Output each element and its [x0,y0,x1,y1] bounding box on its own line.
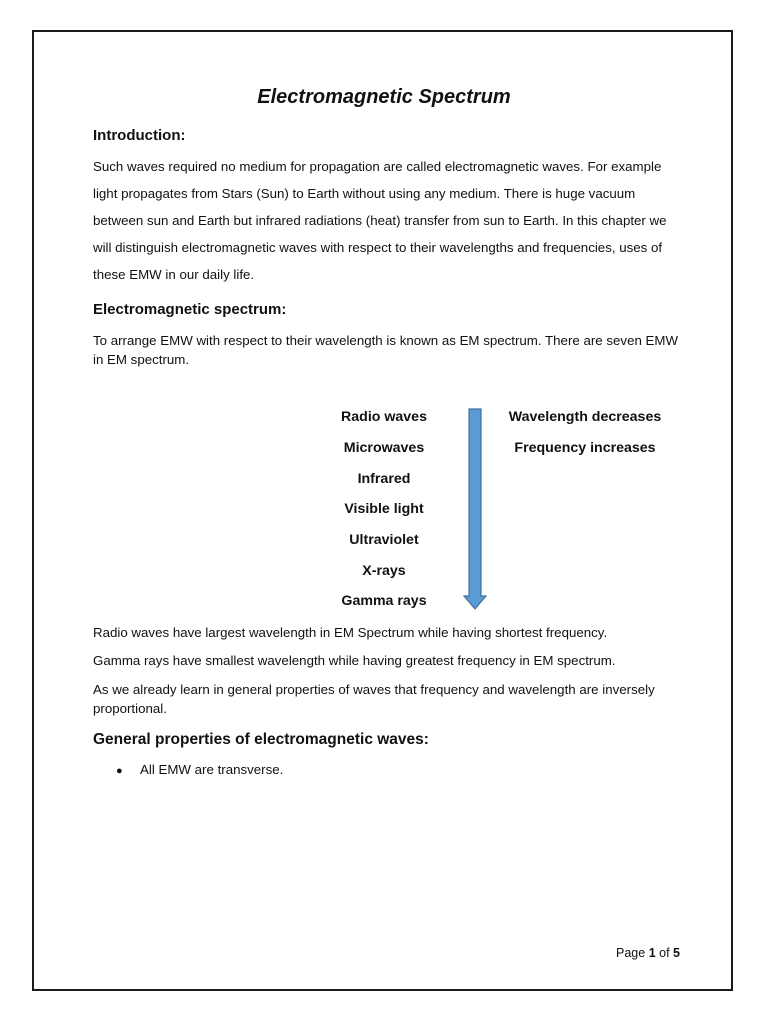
wave-visible: Visible light [344,501,424,517]
wavelength-trend-label: Wavelength decreases [508,409,662,425]
wave-gamma: Gamma rays [341,593,427,609]
down-arrow-icon [463,408,487,612]
list-item [116,762,283,777]
total-pages: 5 [673,946,680,960]
note-gamma: Gamma rays have smallest wavelength while having greatest frequency in EM spectrum. [93,653,616,668]
bullet-icon: ● [116,765,123,777]
wave-ultraviolet: Ultraviolet [349,532,419,548]
intro-heading: Introduction: [93,127,186,144]
document-title: Electromagnetic Spectrum [257,86,511,108]
of-word: of [659,946,670,960]
intro-paragraph: Such waves required no medium for propagation are called electromagnetic waves. For example light propagates from Stars (Sun) to Earth without using any medium. There is huge vacuum between sun and Earth but infrared radiations (heat) transfer from sun to Earth. In this chapter we will distinguish electromagnetic waves with respect to their wavelengths and frequencies, uses of these EMW in our daily life. [93,159,667,282]
spectrum-paragraph: To arrange EMW with respect to their wavelength is known as EM spectrum. There are seven EMW in EM spectrum. [93,333,679,367]
wave-microwave: Microwaves [343,440,425,456]
wave-radio: Radio waves [341,409,427,425]
page-number [600,946,680,960]
frequency-trend-label: Frequency increases [514,440,656,456]
note-inverse: As we already learn in general properties of waves that frequency and wavelength are inversely proportional. [93,682,655,716]
spectrum-heading: Electromagnetic spectrum: [93,301,287,318]
bullet-text: All EMW are transverse. [140,762,284,777]
current-page: 1 [648,946,656,960]
properties-heading: General properties of electromagnetic waves: [93,731,429,748]
page-word: Page [616,946,646,960]
wave-xray: X-rays [362,563,406,579]
wave-infrared: Infrared [357,471,411,487]
note-radio: Radio waves have largest wavelength in EM Spectrum while having shortest frequency. [93,625,608,640]
